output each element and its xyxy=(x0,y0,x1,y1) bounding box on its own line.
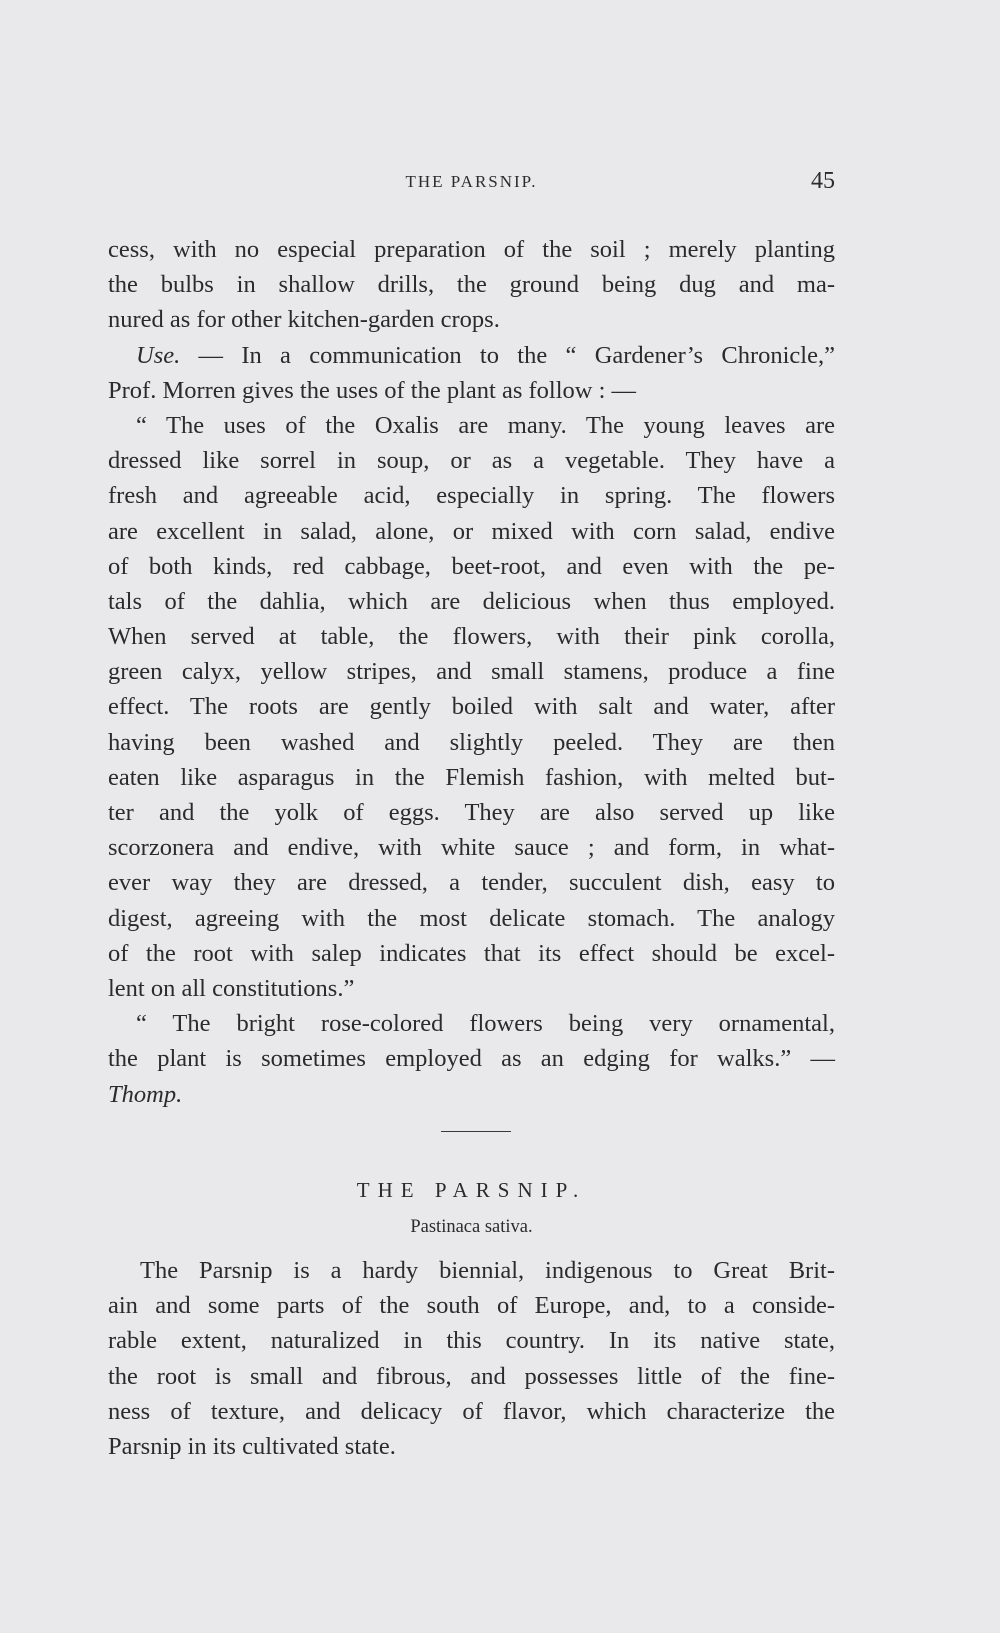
section-divider xyxy=(441,1131,511,1132)
text-line: The Parsnip is a hardy biennial, indigenous to Great Brit- xyxy=(140,1257,835,1284)
use-line-text: — In a communication to the “ Gardener’s Chronicle,” xyxy=(180,341,835,369)
quote-line: effect. The roots are gently boiled with salt and water, after xyxy=(108,693,835,721)
second-quote-line: “ The bright rose-colored flowers being very ornamental, xyxy=(136,1010,835,1038)
text-line: ain and some parts of the south of Europe, and, to a conside- xyxy=(108,1292,835,1320)
quote-line: green calyx, yellow stripes, and small stamens, produce a fine xyxy=(108,658,835,686)
quote-line: eaten like asparagus in the Flemish fashion, with melted but- xyxy=(108,763,835,791)
second-quote-line: the plant is sometimes employed as an edging for walks.” — xyxy=(108,1045,835,1073)
attribution: Thomp. xyxy=(108,1080,183,1108)
quote-line: of the root with salep indicates that its effect should be excel- xyxy=(108,939,835,967)
text-line: nured as for other kitchen-garden crops. xyxy=(108,306,500,334)
quote-line: having been washed and slightly peeled. They are then xyxy=(108,728,835,756)
section-title: THE PARSNIP. xyxy=(356,1178,587,1202)
section-subtitle: Pastinaca sativa. xyxy=(410,1217,533,1237)
quote-line: “ The uses of the Oxalis are many. The young leaves are xyxy=(136,411,835,439)
page-number: 45 xyxy=(811,168,835,194)
quote-line: scorzonera and endive, with white sauce ; and form, in what- xyxy=(108,834,835,862)
oxalis-text-block xyxy=(108,232,835,1112)
running-title: THE PARSNIP. xyxy=(405,172,538,191)
text-line: rable extent, naturalized in this country. In its native state, xyxy=(108,1327,835,1355)
parsnip-text-block xyxy=(108,1253,835,1464)
quote-line: ter and the yolk of eggs. They are also served up like xyxy=(108,799,835,826)
quote-line: tals of the dahlia, which are delicious when thus employed. xyxy=(108,587,835,615)
quote-line: dressed like sorrel in soup, or as a vegetable. They have a xyxy=(108,447,835,475)
running-header xyxy=(108,168,835,198)
quote-line: of both kinds, red cabbage, beet-root, and even with the pe- xyxy=(108,552,835,580)
text-line: the bulbs in shallow drills, the ground being dug and ma- xyxy=(108,271,835,299)
quote-line: ever way they are dressed, a tender, succulent dish, easy to xyxy=(108,869,835,897)
use-paragraph-line xyxy=(108,338,835,373)
text-line: ness of texture, and delicacy of flavor, which characterize the xyxy=(108,1397,835,1425)
quote-line: digest, agreeing with the most delicate stomach. The analogy xyxy=(108,904,835,932)
text-line: the root is small and fibrous, and possesses little of the fine- xyxy=(108,1362,835,1390)
text-line: Parsnip in its cultivated state. xyxy=(108,1432,396,1460)
use-label: Use. xyxy=(136,341,181,369)
quote-line: are excellent in salad, alone, or mixed with corn salad, endive xyxy=(108,517,835,545)
text-line: cess, with no especial preparation of the soil ; merely planting xyxy=(108,236,835,263)
quote-line: fresh and agreeable acid, especially in spring. The flowers xyxy=(108,482,835,510)
text-line: Prof. Morren gives the uses of the plant as follow : — xyxy=(108,376,637,404)
quote-line: When served at table, the flowers, with their pink corolla, xyxy=(108,623,835,651)
quote-line: lent on all constitutions.” xyxy=(108,974,355,1002)
